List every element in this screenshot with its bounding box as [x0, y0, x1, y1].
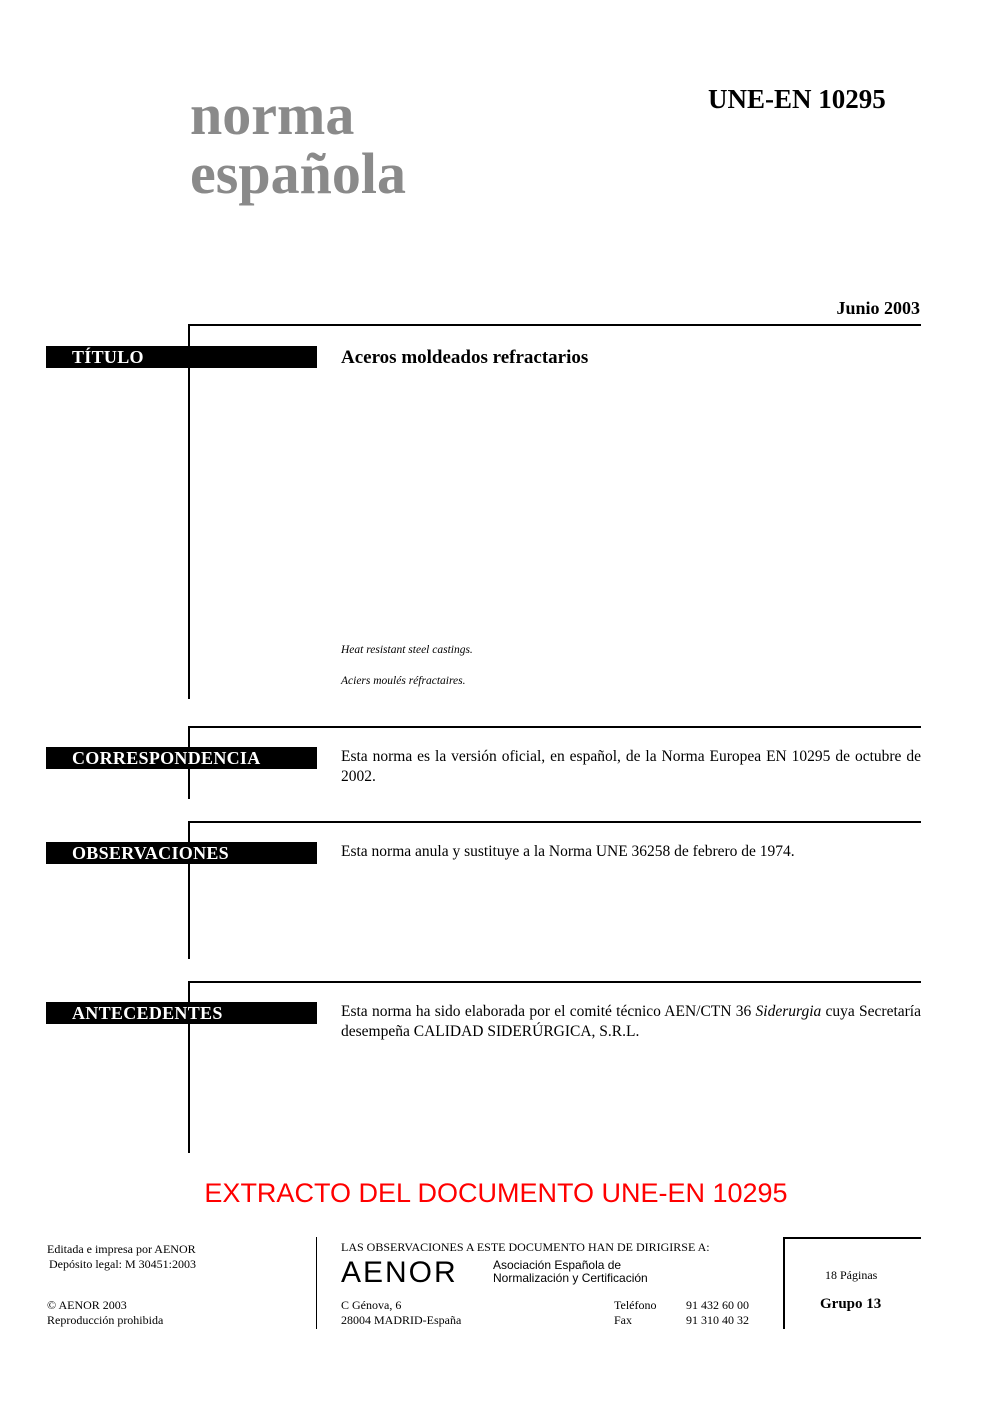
section-divider-correspondencia	[188, 726, 921, 728]
footer-reproduction: Reproducción prohibida	[47, 1313, 164, 1327]
footer-fax-value: 91 310 40 32	[686, 1313, 749, 1327]
antecedentes-committee-name: Siderurgia	[755, 1003, 822, 1020]
brand-line-1: norma	[190, 82, 355, 147]
footer-divider-left	[316, 1237, 317, 1329]
publication-date: Junio 2003	[836, 298, 920, 318]
label-antecedentes: ANTECEDENTES	[46, 1002, 317, 1024]
document-title: Aceros moldeados refractarios	[341, 347, 589, 368]
footer-observations-header: LAS OBSERVACIONES A ESTE DOCUMENTO HAN DE DIRIGIRSE A:	[341, 1240, 710, 1254]
footer-phone-label: Teléfono	[614, 1298, 657, 1312]
observaciones-text: Esta norma anula y sustituye a la Norma UNE 36258 de febrero de 1974.	[341, 843, 795, 860]
footer-legal-deposit: Depósito legal: M 30451:2003	[49, 1257, 196, 1271]
footer-address-line-2: 28004 MADRID-España	[341, 1313, 462, 1327]
footer-fax-label: Fax	[614, 1313, 632, 1327]
extract-notice: EXTRACTO DEL DOCUMENTO UNE-EN 10295	[204, 1178, 788, 1208]
brand-line-2: española	[190, 141, 406, 206]
footer-price-group: Grupo 13	[820, 1296, 882, 1312]
footer-box-top	[783, 1237, 921, 1239]
section-rule-titulo	[188, 324, 190, 699]
aenor-org-line-2: Normalización y Certificación	[493, 1271, 648, 1285]
label-correspondencia: CORRESPONDENCIA	[46, 747, 317, 769]
label-titulo: TÍTULO	[46, 346, 317, 368]
footer-page-count: 18 Páginas	[825, 1268, 878, 1282]
aenor-logo: AENOR	[341, 1256, 458, 1289]
section-divider-antecedentes	[188, 981, 921, 983]
aenor-org-name	[493, 1259, 648, 1285]
antecedentes-text-after: cuya Secretaría desempeña CALIDAD SIDERÚRGICA, S.R.L.	[341, 1003, 921, 1040]
footer-phone-value: 91 432 60 00	[686, 1298, 749, 1312]
footer-box-left	[783, 1237, 785, 1329]
section-divider-titulo	[188, 324, 921, 326]
correspondencia-text: Esta norma es la versión oficial, en español, de la Norma Europea EN 10295 de octubre de 2002.	[341, 748, 921, 785]
antecedentes-text	[341, 1002, 921, 1042]
footer-copyright: © AENOR 2003	[47, 1298, 127, 1312]
title-french: Aciers moulés réfractaires.	[341, 675, 466, 687]
standard-code: UNE-EN 10295	[708, 84, 886, 114]
title-english: Heat resistant steel castings.	[341, 644, 473, 656]
aenor-org-line-1: Asociación Española de	[493, 1258, 622, 1272]
footer-edited-by: Editada e impresa por AENOR	[47, 1242, 196, 1256]
antecedentes-text-before: Esta norma ha sido elaborada por el comité técnico AEN/CTN 36	[341, 1003, 756, 1020]
label-observaciones: OBSERVACIONES	[46, 842, 317, 864]
footer-address-line-1: C Génova, 6	[341, 1298, 402, 1312]
section-divider-observaciones	[188, 821, 921, 823]
